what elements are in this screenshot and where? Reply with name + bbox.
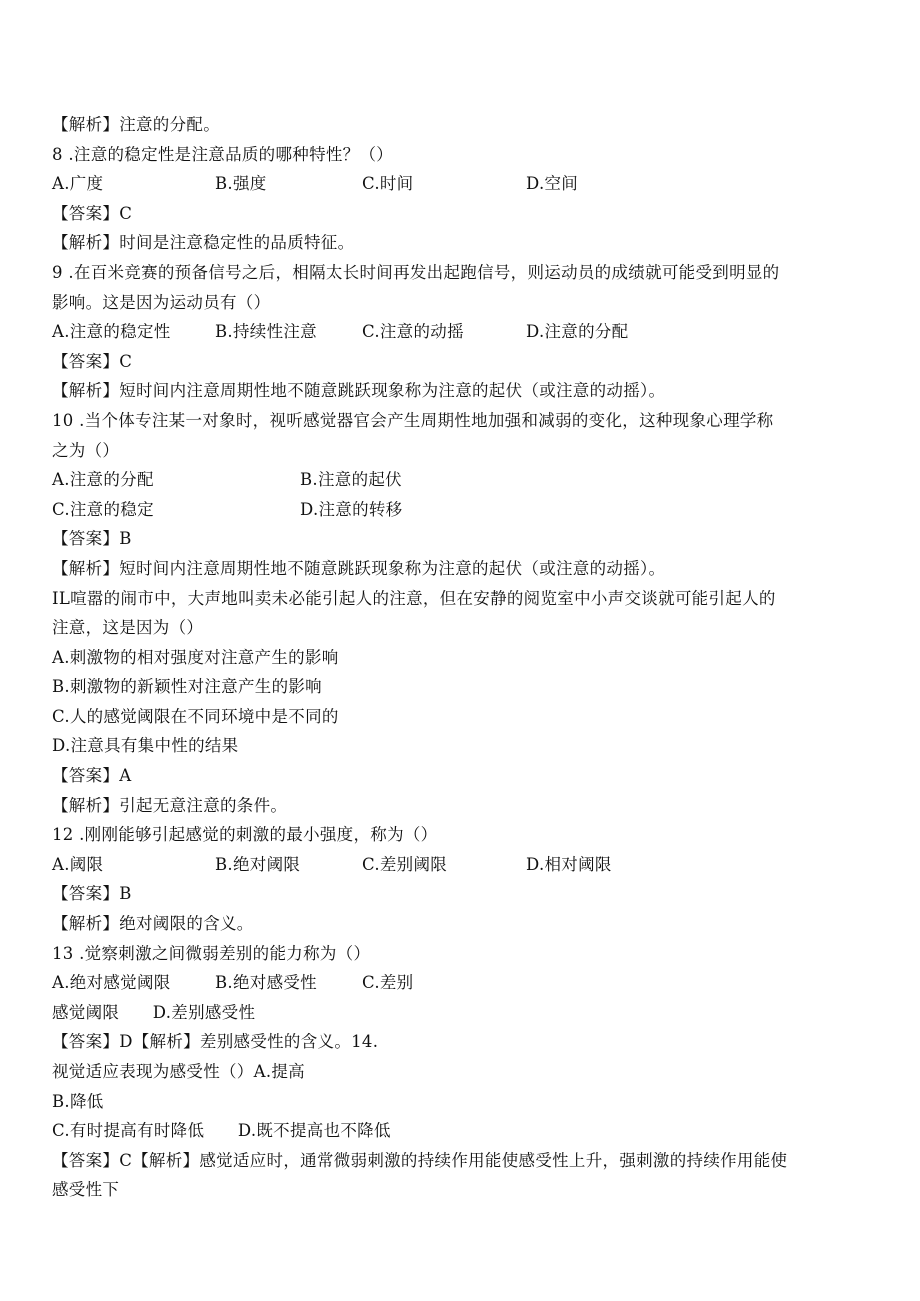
option-a: A.阈限 [52,854,104,874]
option-c: C.注意的稳定 [52,499,154,519]
document-page [52,110,872,1205]
question-8: 8 .注意的稳定性是注意品质的哪种特性？（） [52,144,394,164]
option-d: D.空间 [526,174,579,194]
analysis-8: 【解析】时间是注意稳定性的品质特征。 [52,233,355,253]
question-13: 13 .觉察刺激之间微弱差别的能力称为（） [52,943,371,963]
options-13-cont: 感觉阈限 D.差别感受性 [52,1002,256,1022]
answer-14-cont: 感受性下 [52,1180,120,1200]
answer-12: 【答案】B [52,884,132,904]
answer-8: 【答案】C [52,203,133,223]
analysis-9: 【解析】短时间内注意周期性地不随意跳跃现象称为注意的起伏（或注意的动摇）。 [52,381,666,401]
option-c: C.差别 [362,973,414,993]
analysis-12: 【解析】绝对阈限的含义。 [52,914,254,934]
question-10: 10 .当个体专注某一对象时，视听感觉器官会产生周期性地加强和减弱的变化，这种现象心理学称 [52,410,774,430]
option-c: C.注意的动摇 [362,322,464,342]
answer-9: 【答案】C [52,351,133,371]
analysis-10: 【解析】短时间内注意周期性地不随意跳跃现象称为注意的起伏（或注意的动摇）。 [52,558,666,578]
option-d: D.相对阈限 [526,854,612,874]
option-d: D.注意具有集中性的结果 [52,736,239,756]
analysis-7: 【解析】注意的分配。 [52,115,220,134]
option-b: B.绝对阈限 [215,854,301,874]
answer-10: 【答案】B [52,529,132,549]
option-c: C.差别阈限 [362,854,448,874]
option-b: B.刺激物的新颖性对注意产生的影响 [52,677,322,697]
options-14-cd: C.有时提高有时降低 D.既不提高也不降低 [52,1121,391,1141]
option-a: A.绝对感觉阈限 [52,973,171,993]
options-13 [52,968,872,998]
answer-14: 【答案】C【解析】感觉适应时，通常微弱刺激的持续作用能使感受性上升，强刺激的持续作用能使 [52,1150,788,1170]
option-b: B.绝对感受性 [215,973,317,993]
option-c: C.人的感觉阈限在不同环境中是不同的 [52,706,339,726]
question-12: 12 .刚刚能够引起感觉的刺激的最小强度，称为（） [52,825,438,845]
question-9-cont: 影响。这是因为运动员有（） [52,292,271,312]
option-b: B.强度 [215,174,267,194]
answer-13: 【答案】D【解析】差别感受性的含义。14. [52,1032,379,1052]
option-b: B.注意的起伏 [300,470,402,490]
question-14: 视觉适应表现为感受性（）A.提高 [52,1062,305,1081]
question-9: 9 .在百米竞赛的预备信号之后，相隔太长时间再发出起跑信号，则运动员的成绩就可能受到明显的 [52,262,780,282]
options-10-row2 [52,495,872,525]
option-a: A.注意的稳定性 [52,322,171,342]
option-b: B.降低 [52,1091,104,1111]
question-11: IL喧嚣的闹市中，大声地叫卖未必能引起人的注意，但在安静的阅览室中小声交谈就可能引起人的 [52,588,776,608]
option-b: B.持续性注意 [215,322,317,342]
options-9 [52,317,872,347]
options-8 [52,169,872,199]
question-11-cont: 注意，这是因为（） [52,618,204,638]
question-10-cont: 之为（） [52,440,120,460]
analysis-11: 【解析】引起无意注意的条件。 [52,795,288,815]
options-10-row1 [52,465,872,495]
option-a: A.刺激物的相对强度对注意产生的影响 [52,647,339,667]
option-a: A.注意的分配 [52,470,154,490]
option-d: D.注意的分配 [526,322,629,342]
option-c: C.时间 [362,174,414,194]
options-12 [52,850,872,880]
option-a: A.广度 [52,174,104,194]
answer-11: 【答案】A [52,766,132,786]
option-d: D.注意的转移 [300,499,403,519]
